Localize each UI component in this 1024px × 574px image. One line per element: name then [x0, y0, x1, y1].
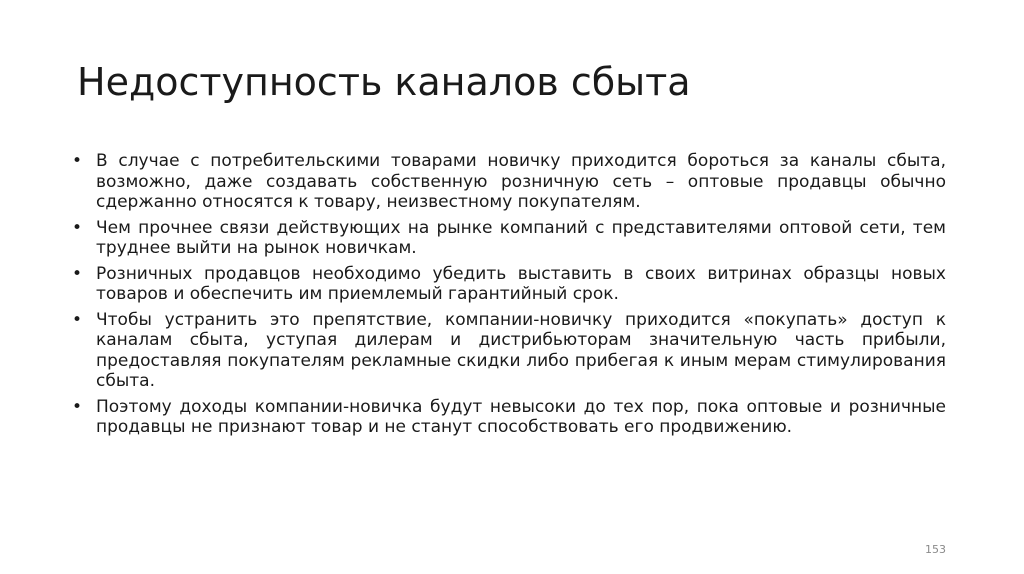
bullet-list [72, 151, 946, 443]
bullet-item [72, 218, 946, 259]
bullet-item [72, 310, 946, 392]
bullet-item [72, 151, 946, 213]
bullet-dot-icon: • [72, 396, 83, 417]
bullet-text: Поэтому доходы компании-новичка будут невысоки до тех пор, пока оптовые и розничные продавцы не признают товар и не станут способствовать его продвижению. [96, 396, 946, 437]
bullet-text: Чем прочнее связи действующих на рынке компаний с представителями оптовой сети, тем труднее выйти на рынок новичкам. [96, 217, 946, 258]
bullet-dot-icon: • [72, 263, 83, 284]
bullet-text: Чтобы устранить это препятствие, компании-новичку приходится «покупать» доступ к каналам сбыта, уступая дилерам и дистрибьюторам значительную часть прибыли, предоставляя покупателям рекламные скидки либо прибегая к иным мерам стимулирования сбыта. [96, 309, 946, 391]
bullet-text: В случае с потребительскими товарами новичку приходится бороться за каналы сбыта, возможно, даже создавать собственную розничную сеть – оптовые продавцы обычно сдержанно относятся к товару, неизвестному покупателям. [96, 151, 946, 212]
bullet-dot-icon: • [72, 309, 83, 330]
page-number: 153 [925, 543, 946, 556]
bullet-item [72, 397, 946, 438]
slide-title: Недоступность каналов сбыта [77, 60, 691, 104]
bullet-text: Розничных продавцов необходимо убедить выставить в своих витринах образцы новых товаров и обеспечить им приемлемый гарантийный срок. [96, 263, 946, 304]
bullet-dot-icon: • [72, 151, 83, 171]
bullet-dot-icon: • [72, 217, 83, 238]
bullet-item [72, 264, 946, 305]
